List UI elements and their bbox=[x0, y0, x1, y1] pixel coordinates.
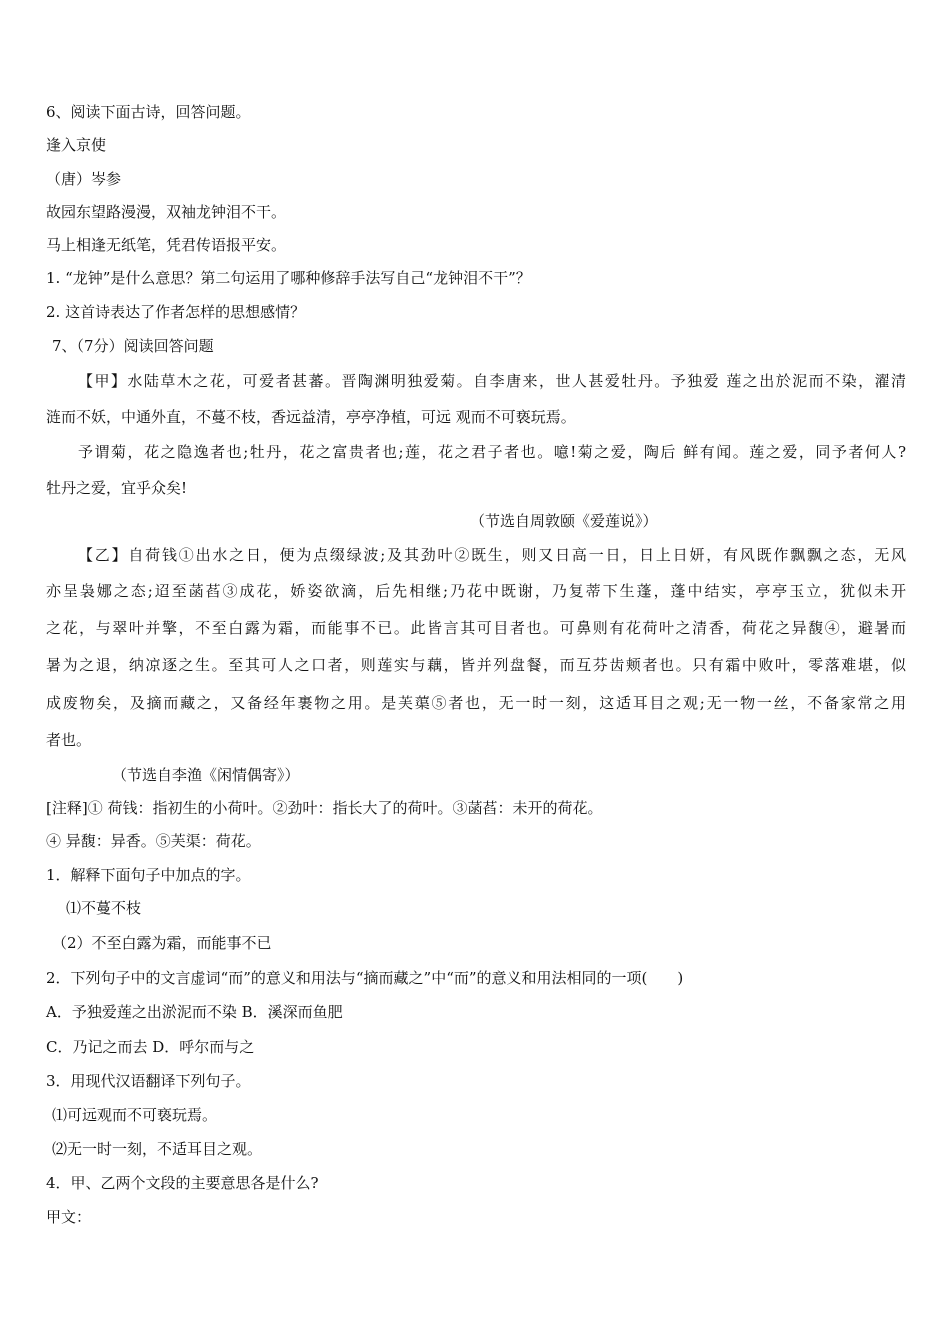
question-line: ⑴可远观而不可亵玩焉。 bbox=[52, 1106, 218, 1124]
jia-passage-line: 【甲】水陆草木之花，可爱者甚蕃。晋陶渊明独爱菊。自李唐来，世人甚爱牡丹。予独爱 莲之出於泥而不染，濯清 bbox=[78, 372, 906, 390]
poem-line: 故园东望路漫漫，双袖龙钟泪不干。 bbox=[46, 203, 287, 221]
yi-passage-line: 之花，与翠叶并擎，不至白露为霜，而能事不已。此皆言其可目者也。可鼻则有花荷叶之清香，荷花之异馥④，避暑而 bbox=[46, 619, 906, 637]
q6-question: 2. 这首诗表达了作者怎样的思想感情？ bbox=[46, 303, 306, 321]
yi-source: （节选自李渔《闲情偶寄》） bbox=[112, 766, 300, 784]
notes-line: ④ 异馥：异香。⑤芙渠：荷花。 bbox=[46, 832, 261, 850]
notes-line: [注释]① 荷钱：指初生的小荷叶。②劲叶：指长大了的荷叶。③菡萏：未开的荷花。 bbox=[46, 799, 603, 817]
question-line: ⑴不蔓不枝 bbox=[66, 899, 142, 917]
yi-passage-line: 暑为之退，纳凉逐之生。至其可人之口者，则莲实与藕，皆并列盘餐，而互芬齿颊者也。只有霜中败叶，零落难堪，似 bbox=[46, 656, 906, 674]
yi-passage-line: 成废物矣，及摘而藏之，又备经年裹物之用。是芙蕖⑤者也，无一时一刻，这适耳目之观;无一物一丝，不备家常之用 bbox=[46, 694, 906, 712]
option-line: A．予独爱莲之出淤泥而不染 B．溪深而鱼肥 bbox=[46, 1003, 343, 1021]
jia-passage-line: 牡丹之爱，宜乎众矣! bbox=[46, 479, 188, 497]
yi-passage-line: 亦呈袅娜之态;迢至菡萏③成花，娇姿欲滴，后先相继;乃花中既谢，乃复蒂下生蓬，蓬中结实，亭亭玉立，犹似未开 bbox=[46, 582, 906, 600]
q6-question: 1. “龙钟”是什么意思？第二句运用了哪种修辞手法写自己“龙钟泪不干”？ bbox=[46, 269, 531, 287]
poem-title: 逢入京使 bbox=[46, 136, 107, 154]
answer-label: 甲文： bbox=[46, 1208, 92, 1226]
question-line: 4．甲、乙两个文段的主要意思各是什么? bbox=[46, 1174, 319, 1192]
jia-passage-line: 涟而不妖，中通外直，不蔓不枝，香远益清，亭亭净植，可远 观而不可亵玩焉。 bbox=[46, 408, 576, 426]
yi-passage-line: 【乙】自荷钱①出水之日，便为点缀绿波;及其劲叶②既生，则又日高一日，日上日妍，有风既作飘飘之态，无风 bbox=[78, 546, 906, 564]
jia-passage-line: 予谓菊，花之隐逸者也;牡丹，花之富贵者也;莲，花之君子者也。噫!菊之爱，陶后 鲜有闻。莲之爱，同予者何人? bbox=[78, 443, 906, 461]
poem-author: （唐）岑参 bbox=[46, 170, 122, 188]
option-line: C．乃记之而去 D．呼尔而与之 bbox=[46, 1038, 255, 1056]
question-line: ⑵无一时一刻，不适耳目之观。 bbox=[52, 1140, 263, 1158]
q7-heading: 7、（7分）阅读回答问题 bbox=[52, 337, 214, 355]
question-line: （2）不至白露为霜，而能事不已 bbox=[52, 934, 272, 952]
q6-heading: 6、阅读下面古诗，回答问题。 bbox=[46, 103, 251, 121]
jia-source: （节选自周敦颐《爱莲说》） bbox=[470, 512, 658, 530]
yi-passage-line: 者也。 bbox=[46, 731, 92, 749]
question-line: 3．用现代汉语翻译下列句子。 bbox=[46, 1072, 251, 1090]
poem-line: 马上相逢无纸笔，凭君传语报平安。 bbox=[46, 236, 287, 254]
question-line: 1．解释下面句子中加点的字。 bbox=[46, 866, 251, 884]
question-line: 2．下列句子中的文言虚词“而”的意义和用法与“摘而藏之”中“而”的意义和用法相同的一项( ) bbox=[46, 969, 684, 987]
